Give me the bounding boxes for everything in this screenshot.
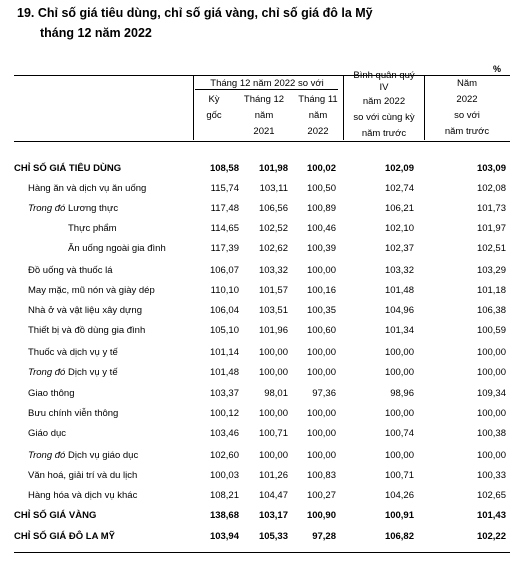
row-label [28, 428, 66, 439]
cell-value: 102,60 [209, 450, 239, 461]
cell-value: 100,00 [384, 367, 414, 378]
table-row [14, 265, 510, 285]
cell-value: 103,32 [384, 265, 414, 276]
cell-value: 101,26 [258, 470, 288, 481]
cell-value: 102,08 [476, 183, 506, 194]
cell-value: 108,58 [209, 163, 239, 174]
table-subtitle: tháng 12 năm 2022 [40, 26, 152, 40]
row-label-prefix: Trong đó [28, 367, 66, 378]
table-row [14, 367, 510, 387]
cell-value: 103,11 [259, 183, 288, 194]
cell-value: 103,17 [258, 510, 288, 521]
table-row [14, 325, 510, 345]
row-label [68, 223, 117, 234]
cell-value: 101,98 [258, 163, 288, 174]
cell-value: 98,01 [264, 388, 288, 399]
cell-value: 100,90 [306, 510, 336, 521]
row-label [14, 163, 121, 174]
cell-value: 106,38 [476, 305, 506, 316]
row-label [28, 325, 145, 336]
table-row [14, 203, 510, 223]
cell-value: 101,57 [258, 285, 288, 296]
cell-value: 101,34 [384, 325, 414, 336]
table-row [14, 388, 510, 408]
row-label [28, 347, 118, 358]
row-label-prefix: Trong đó [28, 450, 66, 461]
cell-value: 100,00 [476, 367, 506, 378]
cell-value: 100,00 [306, 367, 336, 378]
row-label [14, 531, 115, 542]
cell-value: 100,00 [306, 428, 336, 439]
cell-value: 104,26 [384, 490, 414, 501]
cell-value: 106,21 [384, 203, 414, 214]
header-group-rule [195, 89, 338, 90]
cell-value: 97,36 [312, 388, 336, 399]
cell-value: 108,21 [209, 490, 239, 501]
table-row [14, 510, 510, 530]
header-group-label: Tháng 12 năm 2022 so với [210, 78, 324, 89]
table-row [14, 490, 510, 510]
cell-value: 100,46 [306, 223, 336, 234]
cell-value: 106,82 [384, 531, 414, 542]
cell-value: 103,32 [258, 265, 288, 276]
cell-value: 100,03 [209, 470, 239, 481]
cell-value: 103,51 [258, 305, 288, 316]
cell-value: 103,09 [476, 163, 506, 174]
cell-value: 101,48 [384, 285, 414, 296]
cell-value: 98,96 [390, 388, 414, 399]
row-label [28, 367, 118, 378]
cell-value: 100,89 [306, 203, 336, 214]
row-label-text: Văn hoá, giải trí và du lịch [28, 470, 138, 481]
cell-value: 117,48 [210, 203, 239, 214]
cell-value: 101,18 [476, 285, 506, 296]
cell-value: 100,74 [384, 428, 414, 439]
row-label-text: CHỈ SỐ GIÁ TIÊU DÙNG [14, 163, 122, 174]
cell-value: 100,50 [306, 183, 336, 194]
row-label [28, 285, 155, 296]
cell-value: 115,74 [210, 183, 239, 194]
cell-value: 102,09 [384, 163, 414, 174]
row-label-text: Thiết bị và đồ dùng gia đình [28, 325, 146, 336]
row-label-text: Dịch vụ y tế [65, 367, 118, 378]
cell-value: 103,94 [209, 531, 239, 542]
header-divider [424, 76, 425, 140]
header-col-dec2021: Tháng 12 năm 2021 [243, 94, 285, 137]
cell-value: 106,07 [209, 265, 239, 276]
table-row [14, 243, 510, 263]
cell-value: 105,33 [258, 531, 288, 542]
table-row [14, 305, 510, 325]
cell-value: 102,62 [258, 243, 288, 254]
cell-value: 100,00 [476, 408, 506, 419]
row-label-text: Dịch vụ giáo dục [65, 450, 139, 461]
cell-value: 101,43 [476, 510, 506, 521]
cell-value: 100,00 [476, 450, 506, 461]
cell-value: 138,68 [209, 510, 239, 521]
row-label-text: May mặc, mũ nón và giày dép [28, 285, 155, 296]
cell-value: 100,00 [306, 265, 336, 276]
table-row [14, 163, 510, 183]
row-label-text: Giao thông [28, 388, 75, 399]
cell-value: 100,00 [306, 450, 336, 461]
cell-value: 100,00 [258, 450, 288, 461]
row-label [28, 265, 113, 276]
cell-value: 101,48 [209, 367, 239, 378]
table-row [14, 183, 510, 203]
header-bottom-rule [14, 141, 510, 142]
cell-value: 97,28 [312, 531, 336, 542]
cell-value: 102,52 [258, 223, 288, 234]
header-col-year: Năm 2022 so với năm trước [444, 78, 490, 137]
row-label [28, 305, 142, 316]
table-row [14, 428, 510, 448]
cell-value: 100,71 [384, 470, 414, 481]
cell-value: 102,37 [384, 243, 414, 254]
row-label-text: Đồ uống và thuốc lá [28, 265, 113, 276]
row-label [68, 243, 166, 254]
cell-value: 117,39 [210, 243, 239, 254]
cell-value: 102,51 [476, 243, 506, 254]
cell-value: 102,10 [384, 223, 414, 234]
row-label [28, 203, 118, 214]
cell-value: 100,00 [258, 367, 288, 378]
cell-value: 100,00 [258, 347, 288, 358]
cell-value: 100,00 [384, 450, 414, 461]
row-label-text: Ăn uống ngoài gia đình [68, 243, 166, 254]
cell-value: 101,96 [258, 325, 288, 336]
table-bottom-rule [14, 552, 510, 553]
cell-value: 100,35 [306, 305, 336, 316]
row-label-text: Nhà ở và vật liệu xây dựng [28, 305, 142, 316]
cell-value: 103,29 [476, 265, 506, 276]
row-label-text: Thuốc và dịch vụ y tế [28, 347, 118, 358]
cell-value: 100,91 [384, 510, 414, 521]
table-row [14, 223, 510, 243]
row-label-text: Lương thực [65, 203, 119, 214]
row-label-text: Hàng ăn và dịch vụ ăn uống [28, 183, 147, 194]
cell-value: 100,00 [384, 408, 414, 419]
header-col-q4: Bình quân quý IV năm 2022 so với cùng kỳ năm trước [353, 70, 415, 139]
cell-value: 100,59 [476, 325, 506, 336]
cell-value: 109,34 [476, 388, 506, 399]
cell-value: 100,60 [306, 325, 336, 336]
cell-value: 100,39 [306, 243, 336, 254]
cell-value: 102,22 [476, 531, 506, 542]
row-label [28, 183, 146, 194]
cell-value: 100,16 [306, 285, 336, 296]
cell-value: 102,65 [476, 490, 506, 501]
row-label [28, 470, 137, 481]
cell-value: 114,65 [210, 223, 239, 234]
cell-value: 100,33 [476, 470, 506, 481]
cell-value: 103,46 [209, 428, 239, 439]
cell-value: 101,97 [476, 223, 506, 234]
cell-value: 101,14 [209, 347, 239, 358]
header-col-nov2022: Tháng 11 năm 2022 [298, 94, 338, 137]
cell-value: 103,37 [209, 388, 239, 399]
row-label [28, 408, 118, 419]
cell-value: 100,27 [306, 490, 336, 501]
row-label-text: Giáo dục [28, 428, 67, 439]
cell-value: 104,47 [258, 490, 288, 501]
row-label-text: Thực phẩm [68, 223, 117, 234]
cell-value: 104,96 [384, 305, 414, 316]
cell-value: 100,12 [209, 408, 239, 419]
cell-value: 100,00 [306, 347, 336, 358]
row-label-text: CHỈ SỐ GIÁ VÀNG [14, 510, 97, 521]
row-label [28, 450, 138, 461]
cell-value: 102,74 [384, 183, 414, 194]
table-row [14, 408, 510, 428]
cell-value: 105,10 [209, 325, 239, 336]
unit-label: % [492, 64, 501, 74]
cell-value: 101,73 [476, 203, 506, 214]
cell-value: 100,00 [384, 347, 414, 358]
row-label-text: Hàng hóa và dịch vụ khác [28, 490, 138, 501]
cell-value: 106,56 [258, 203, 288, 214]
cell-value: 100,00 [306, 408, 336, 419]
row-label-text: CHỈ SỐ GIÁ ĐÔ LA MỸ [14, 531, 115, 542]
table-row [14, 347, 510, 367]
row-label [28, 388, 74, 399]
row-label [14, 510, 96, 521]
table-title: 19. Chỉ số giá tiêu dùng, chỉ số giá vàng, chỉ số giá đô la Mỹ [17, 6, 373, 20]
cell-value: 100,00 [476, 347, 506, 358]
table-row [14, 470, 510, 490]
cell-value: 100,38 [476, 428, 506, 439]
row-label-text: Bưu chính viễn thông [28, 408, 119, 419]
cell-value: 100,02 [306, 163, 336, 174]
cell-value: 100,83 [306, 470, 336, 481]
table-row [14, 285, 510, 305]
cell-value: 100,71 [258, 428, 288, 439]
table-row [14, 450, 510, 470]
header-col-base: Kỳ gốc [206, 94, 222, 121]
row-label [28, 490, 137, 501]
table-row [14, 531, 510, 551]
row-label-prefix: Trong đó [28, 203, 66, 214]
cell-value: 110,10 [210, 285, 239, 296]
cell-value: 100,00 [258, 408, 288, 419]
cell-value: 106,04 [209, 305, 239, 316]
